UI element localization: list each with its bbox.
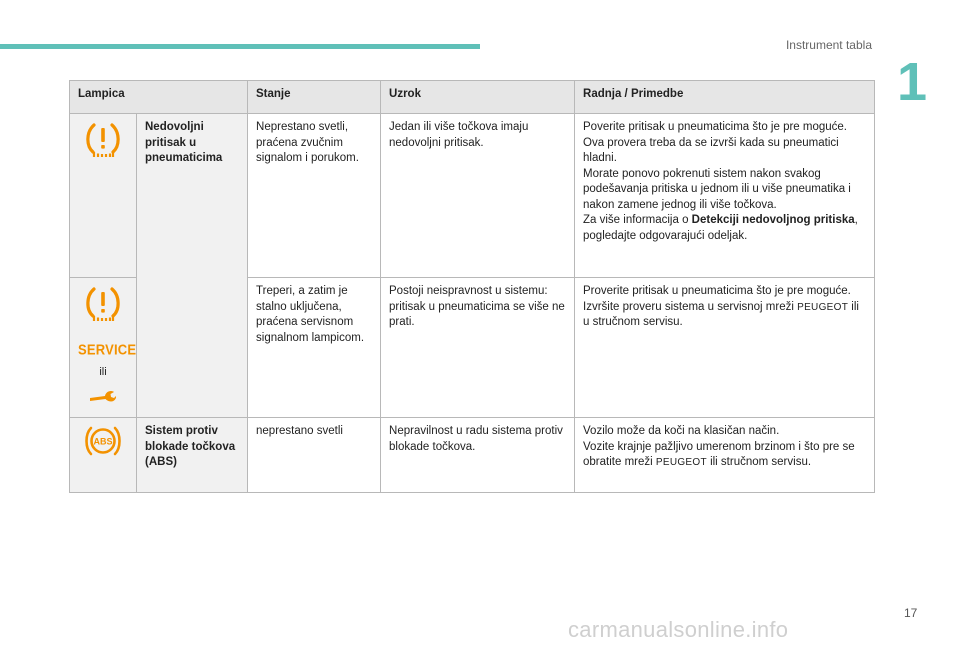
header-accent-bar: [0, 44, 480, 49]
state-cell: Neprestano svetli, praćena zvučnim signalom i porukom.: [248, 114, 381, 278]
page-number: 17: [904, 606, 918, 620]
cause-cell: Jedan ili više točkova imaju nedovoljni pritisak.: [381, 114, 575, 278]
action-suffix: ili u stručnom servisu.: [583, 300, 859, 328]
tire-pressure-warning-icon: [83, 120, 123, 160]
watermark: carmanualsonline.info: [568, 617, 789, 642]
brand-name: PEUGEOT: [655, 457, 707, 468]
lamp-cell: [70, 114, 137, 278]
brand-name: PEUGEOT: [797, 301, 849, 313]
action-cell: [575, 418, 875, 493]
header-state: Stanje: [248, 81, 381, 114]
action-line: [583, 440, 866, 471]
section-title: Instrument tabla: [785, 38, 872, 52]
abs-icon-text: ABS: [93, 436, 113, 447]
ref-prefix: Za više informacija o: [583, 214, 692, 226]
warning-lamps-table: [69, 80, 875, 493]
state-cell: Treperi, a zatim je stalno uključena, praćena servisnom signalnom lampicom.: [248, 278, 381, 418]
abs-warning-icon: [83, 424, 123, 458]
action-line: Poverite pritisak u pneumaticima što je pre moguće.: [583, 121, 847, 133]
ref-link-text: Detekciji nedovoljnog pritiska: [691, 214, 855, 226]
header-lamp: Lampica: [70, 81, 248, 114]
or-label: ili: [99, 366, 107, 378]
action-reference: [583, 213, 866, 244]
wrench-icon: [88, 389, 118, 403]
lamp-name: Sistem protiv blokade točkova (ABS): [137, 418, 248, 493]
chapter-number: 1: [897, 52, 928, 112]
header-action: Radnja / Primedbe: [575, 81, 875, 114]
action-cell: [575, 278, 875, 418]
action-cell: [575, 114, 875, 278]
action-line: Vozilo može da koči na klasičan način.: [583, 425, 780, 437]
action-prefix: Vozite krajnje pažljivo umerenom brzinom i što pre se obratite mreži: [583, 440, 855, 468]
action-line: Morate ponovo pokrenuti sistem nakon svakog podešavanja pritiska u jednom ili u više pneumatika i nakon zamene jednog ili više točkova.: [583, 167, 851, 211]
service-warning-label: SERVICE: [78, 340, 137, 358]
table-row: [70, 418, 875, 493]
cause-cell: Nepravilnost u radu sistema protiv blokade točkova.: [381, 418, 575, 493]
table-header-row: [70, 81, 875, 114]
lamp-cell: [70, 418, 137, 493]
action-prefix: Izvršite proveru sistema u servisnoj mreži: [583, 300, 798, 313]
action-line: Proverite pritisak u pneumaticima što je pre moguće.: [583, 285, 851, 297]
cause-cell: Postoji neispravnost u sistemu: pritisak u pneumaticima se više ne prati.: [381, 278, 575, 418]
ref-suffix: , pogledajte odgovarajući odeljak.: [583, 214, 858, 242]
state-cell: neprestano svetli: [248, 418, 381, 493]
table-row: [70, 114, 875, 278]
lamp-name: Nedovoljni pritisak u pneumaticima: [137, 114, 248, 418]
lamp-cell: [70, 278, 137, 418]
header-cause: Uzrok: [381, 81, 575, 114]
action-line: [583, 300, 866, 331]
action-line: Ova provera treba da se izvrši kada su pneumatici hladni.: [583, 136, 839, 164]
tire-pressure-warning-icon: [83, 284, 123, 324]
action-suffix: ili stručnom servisu.: [706, 456, 812, 468]
